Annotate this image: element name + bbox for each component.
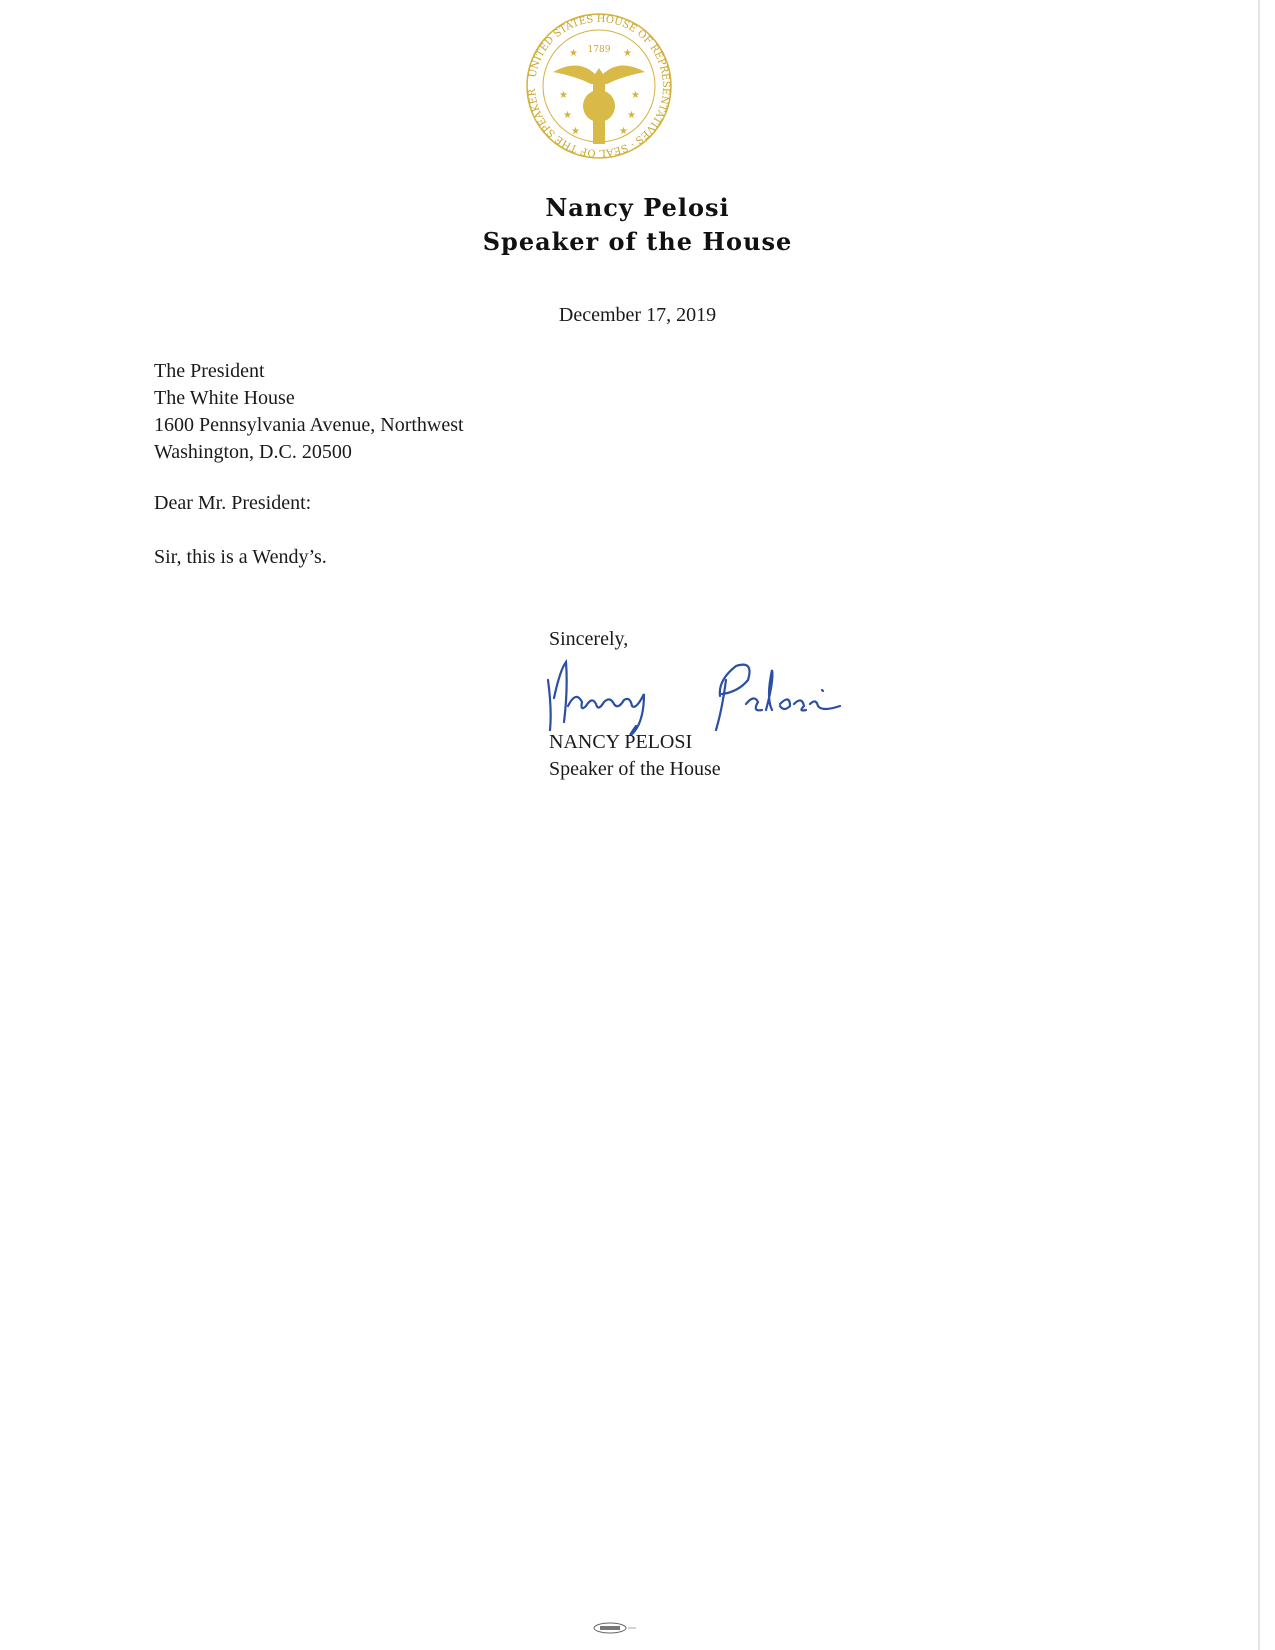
svg-text:★: ★ <box>627 110 636 121</box>
address-line: The President <box>154 360 265 382</box>
address-line: 1600 Pennsylvania Avenue, Northwest <box>154 414 464 436</box>
signer-name: NANCY PELOSI <box>549 731 693 753</box>
svg-text:★: ★ <box>619 126 628 137</box>
svg-text:★: ★ <box>623 48 632 59</box>
letter-body: Sir, this is a Wendy’s. <box>154 546 327 568</box>
svg-text:★: ★ <box>559 90 568 101</box>
salutation: Dear Mr. President: <box>154 492 312 514</box>
address-line: The White House <box>154 387 295 409</box>
svg-text:1789: 1789 <box>587 45 611 55</box>
signer-title: Speaker of the House <box>549 758 721 780</box>
speaker-seal-logo <box>523 10 675 162</box>
closing: Sincerely, <box>549 628 629 650</box>
svg-text:UNITED STATES HOUSE OF REPRESE: UNITED STATES HOUSE OF REPRESENTATIVES · SEAL OF THE SPEAKER <box>526 13 672 159</box>
recipient-address <box>154 358 464 466</box>
svg-text:★: ★ <box>631 90 640 101</box>
address-line: Washington, D.C. 20500 <box>154 441 352 463</box>
union-bug-mark <box>590 1622 640 1634</box>
svg-text:★: ★ <box>571 126 580 137</box>
svg-text:★: ★ <box>569 48 578 59</box>
letterhead-title: Speaker of the House <box>482 227 793 256</box>
svg-text:★: ★ <box>563 110 572 121</box>
letter-date: December 17, 2019 <box>558 304 717 326</box>
letterhead-name: Nancy Pelosi <box>545 193 730 222</box>
